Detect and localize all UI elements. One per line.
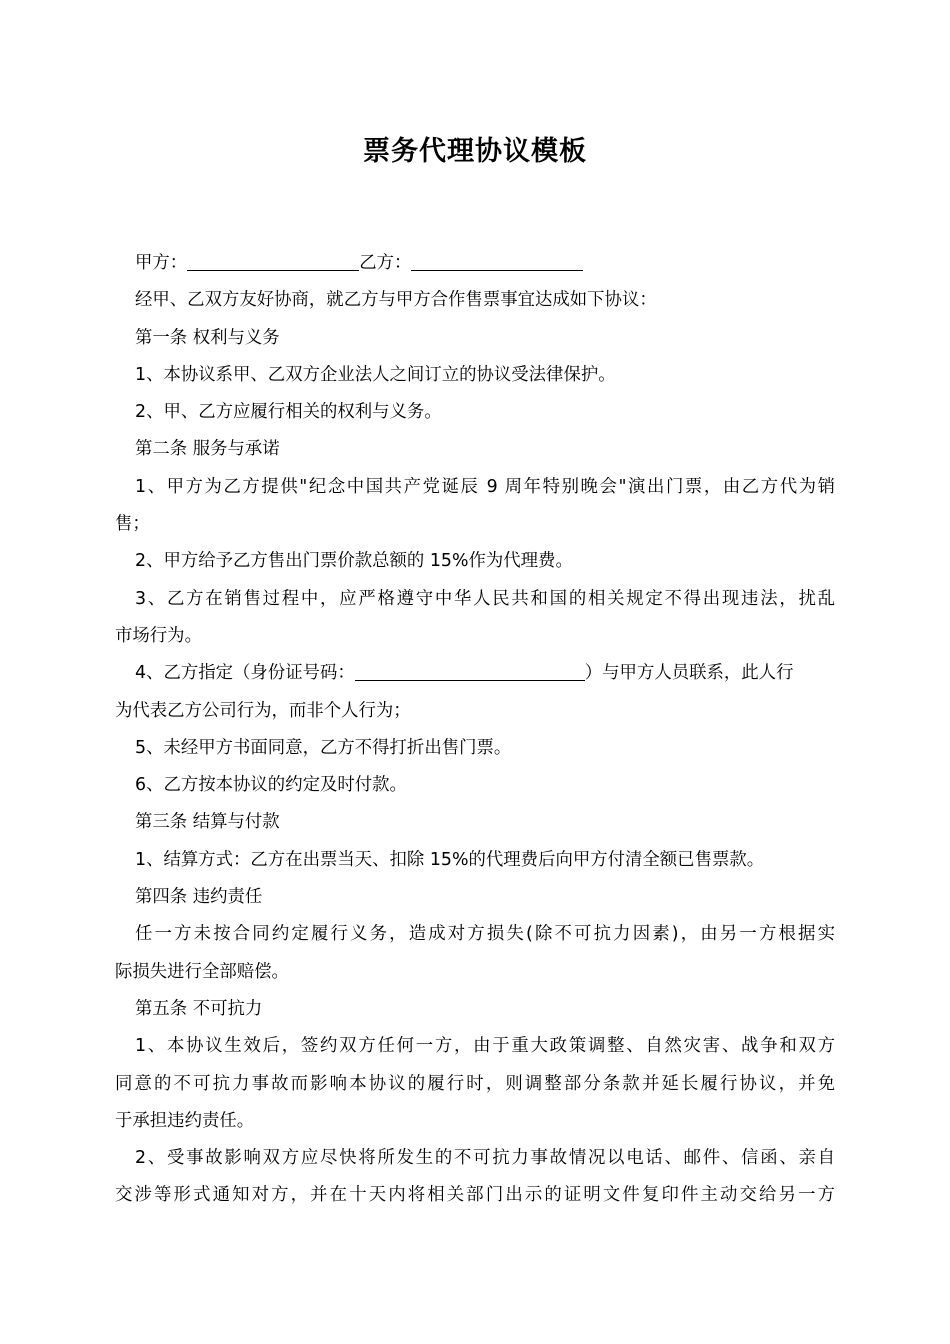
article-2-item-4-line-2: 为代表乙方公司行为，而非个人行为； [115,700,411,721]
article-4-paragraph-line-2: 际损失进行全部赔偿。 [115,961,289,982]
article-2-item-1-line-1: 1、甲方为乙方提供"纪念中国共产党诞辰 9 周年特别晚会"演出门票，由乙方代为销 [135,476,835,497]
article-2-item-2: 2、甲方给予乙方售出门票价款总额的 15%作为代理费。 [135,551,573,572]
article-5-item-1-line-1: 1、本协议生效后，签约双方任何一方，由于重大政策调整、自然灾害、战争和双方 [135,1036,835,1057]
article-1-item-1: 1、本协议系甲、乙双方企业法人之间订立的协议受法律保护。 [135,364,616,385]
party-a-blank[interactable] [187,253,359,271]
article-2-item-4-prefix: 4、乙方指定（身份证号码： [135,663,355,684]
article-2-item-6: 6、乙方按本协议的约定及时付款。 [135,775,407,796]
article-1-item-2: 2、甲、乙方应履行相关的权利与义务。 [135,402,442,423]
article-3-item-1: 1、结算方式：乙方在出票当天、扣除 15%的代理费后向甲方付清全额已售票款。 [135,849,765,870]
article-5-item-1-line-2: 同意的不可抗力事故而影响本协议的履行时，则调整部分条款并延长履行协议，并免 [115,1073,835,1094]
party-b-label: 乙方： [359,253,412,273]
article-5-heading: 第五条 不可抗力 [135,998,263,1019]
party-b-blank[interactable] [411,253,583,271]
article-4-paragraph-line-1: 任一方未按合同约定履行义务，造成对方损失(除不可抗力因素)，由另一方根据实 [135,924,835,945]
article-3-heading: 第三条 结算与付款 [135,812,280,833]
article-4-heading: 第四条 违约责任 [135,887,263,908]
article-5-item-2-line-1: 2、受事故影响双方应尽快将所发生的不可抗力事故情况以电话、邮件、信函、亲自 [135,1148,835,1169]
article-2-item-4-suffix: ）与甲方人员联系，此人行 [584,663,794,684]
article-2-item-3-line-1: 3、乙方在销售过程中，应严格遵守中华人民共和国的相关规定不得出现违法，扰乱 [135,588,835,609]
id-number-blank[interactable] [355,663,585,681]
article-5-item-2-line-2: 交涉等形式通知对方，并在十天内将相关部门出示的证明文件复印件主动交给另一方 [115,1185,835,1206]
parties-line [115,245,835,282]
intro-text: 经甲、乙双方友好协商，就乙方与甲方合作售票事宜达成如下协议： [135,290,657,311]
article-2-heading: 第二条 服务与承诺 [135,439,280,460]
document-body [115,245,835,1215]
article-2-item-1-line-2: 售； [115,514,150,535]
party-a-label: 甲方： [135,253,188,273]
article-2-item-5: 5、未经甲方书面同意，乙方不得打折出售门票。 [135,737,512,758]
document-title: 票务代理协议模板 [363,136,587,167]
article-1-heading: 第一条 权利与义务 [135,327,280,348]
article-5-item-1-line-3: 于承担违约责任。 [115,1110,255,1131]
article-2-item-3-line-2: 市场行为。 [115,625,202,646]
article-2-item-4-line-1 [115,655,835,692]
